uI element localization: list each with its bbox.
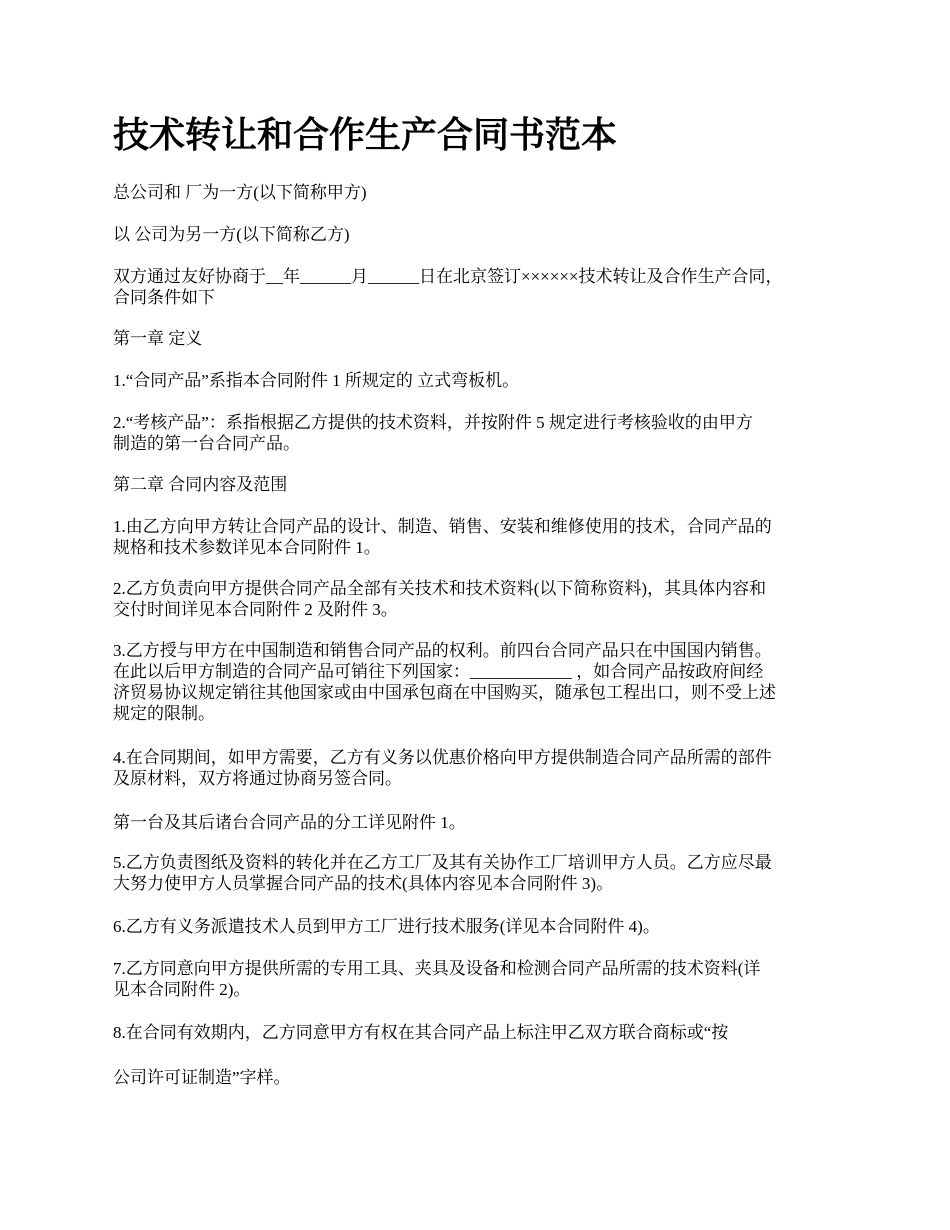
clause-2-5 bbox=[113, 852, 843, 894]
text-line: 及原材料，双方将通过协商另签合同。 bbox=[113, 769, 402, 788]
text-line: 规格和技术参数详见本合同附件 1。 bbox=[113, 538, 381, 557]
text-line: 1.“合同产品”系指本合同附件 1 所规定的 立式弯板机。 bbox=[113, 371, 520, 390]
text-line: 见本合同附件 2)。 bbox=[113, 980, 251, 999]
clause-2-2 bbox=[113, 578, 843, 620]
text-line: 以 公司为另一方(以下简称乙方) bbox=[113, 225, 350, 244]
paragraph-party-b bbox=[113, 224, 843, 245]
text-line: 5.乙方负责图纸及资料的转化并在乙方工厂及其有关协作工厂培训甲方人员。乙方应尽最 bbox=[113, 853, 772, 872]
text-line: 总公司和 厂为一方(以下简称甲方) bbox=[113, 183, 367, 202]
document-title: 技术转让和合作生产合同书范本 bbox=[113, 114, 618, 156]
chapter-heading-definitions bbox=[113, 328, 843, 349]
clause-2-4 bbox=[113, 747, 843, 789]
text-line: 1.由乙方向甲方转让合同产品的设计、制造、销售、安装和维修使用的技术，合同产品的 bbox=[113, 517, 772, 536]
clause-1-2 bbox=[113, 412, 843, 454]
text-line: 交付时间详见本合同附件 2 及附件 3。 bbox=[113, 600, 398, 619]
clause-2-7 bbox=[113, 958, 843, 1000]
text-line: 7.乙方同意向甲方提供所需的专用工具、夹具及设备和检测合同产品所需的技术资料(详 bbox=[113, 959, 761, 978]
text-line: 公司许可证制造”字样。 bbox=[113, 1068, 291, 1087]
paragraph-agreement-intro bbox=[113, 266, 843, 308]
text-line: 合同条件如下 bbox=[113, 288, 215, 307]
clause-1-1 bbox=[113, 370, 843, 391]
text-line: 双方通过友好协商于__年______月______日在北京签订××××××技术转让及合作生产合同， bbox=[113, 267, 783, 286]
text-line: 2.“考核产品”：系指根据乙方提供的技术资料，并按附件 5 规定进行考核验收的由甲方 bbox=[113, 413, 753, 432]
text-line: 第一章 定义 bbox=[113, 329, 203, 348]
text-line: 在此以后甲方制造的合同产品可销往下列国家：____________ ，如合同产品按政府间经 bbox=[113, 662, 764, 681]
paragraph-party-a bbox=[113, 182, 843, 203]
clause-2-8 bbox=[113, 1022, 843, 1043]
text-line: 3.乙方授与甲方在中国制造和销售合同产品的权利。前四台合同产品只在中国国内销售。 bbox=[113, 641, 772, 660]
clause-2-8-continued bbox=[113, 1067, 843, 1088]
chapter-heading-scope bbox=[113, 474, 843, 495]
text-line: 第一台及其后诸台合同产品的分工详见附件 1。 bbox=[113, 813, 466, 832]
clause-2-3 bbox=[113, 640, 843, 724]
text-line: 第二章 合同内容及范围 bbox=[113, 475, 288, 494]
text-line: 济贸易协议规定销往其他国家或由中国承包商在中国购买，随承包工程出口，则不受上述 bbox=[113, 683, 776, 702]
text-line: 规定的限制。 bbox=[113, 704, 215, 723]
clause-2-1 bbox=[113, 516, 843, 558]
text-line: 8.在合同有效期内，乙方同意甲方有权在其合同产品上标注甲乙双方联合商标或“按 bbox=[113, 1023, 729, 1042]
text-line: 4.在合同期间，如甲方需要，乙方有义务以优惠价格向甲方提供制造合同产品所需的部件 bbox=[113, 748, 772, 767]
text-line: 6.乙方有义务派遣技术人员到甲方工厂进行技术服务(详见本合同附件 4)。 bbox=[113, 917, 660, 936]
text-line: 2.乙方负责向甲方提供合同产品全部有关技术和技术资料(以下简称资料)，其具体内容和 bbox=[113, 579, 767, 598]
text-line: 制造的第一台合同产品。 bbox=[113, 434, 300, 453]
clause-2-6 bbox=[113, 916, 843, 937]
paragraph-division-of-work bbox=[113, 812, 843, 833]
text-line: 大努力使甲方人员掌握合同产品的技术(具体内容见本合同附件 3)。 bbox=[113, 874, 614, 893]
